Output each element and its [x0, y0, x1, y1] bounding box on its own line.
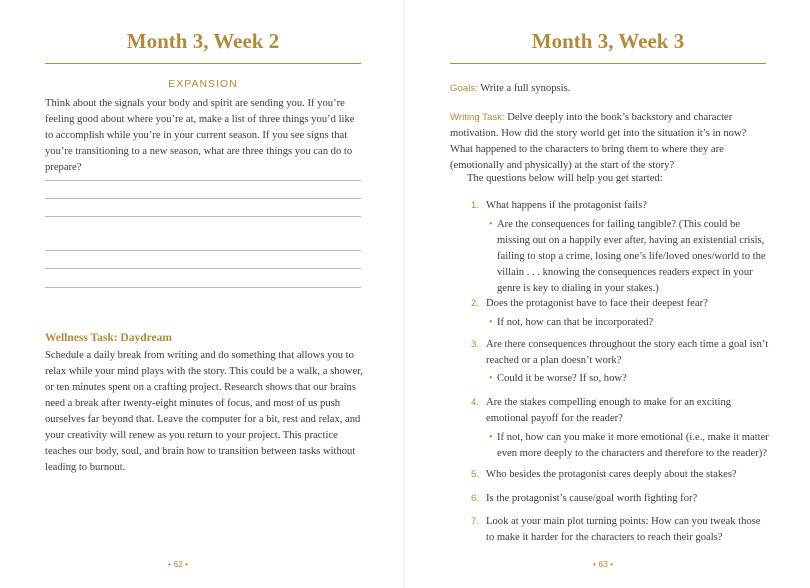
bullet-icon: •	[489, 219, 493, 230]
writing-line	[45, 287, 361, 288]
bullet-text: Could it be worse? If so, how?	[497, 373, 627, 384]
question-item	[471, 296, 771, 312]
bullet-item	[489, 371, 771, 387]
goals-paragraph	[450, 81, 770, 97]
question-item	[471, 467, 771, 483]
question-item	[471, 514, 771, 546]
question-text: What happens if the protagonist fails?	[486, 200, 647, 211]
writing-task-paragraph	[450, 110, 770, 174]
bullet-text: If not, how can you make it more emotional (i.e., make it matter even more deeply to the characters and therefore to the reader)?	[497, 432, 769, 459]
goals-text: Write a full synopsis.	[477, 83, 571, 94]
question-number: 2.	[471, 298, 480, 309]
writing-line	[45, 250, 361, 251]
question-item	[471, 198, 771, 214]
writing-line	[45, 180, 361, 181]
question-text: Look at your main plot turning points: How can you tweak those to make it harder for the characters to reach their goals?	[486, 516, 761, 543]
bullet-item	[489, 430, 771, 462]
question-item	[471, 395, 771, 427]
page-number: • 63 •	[593, 559, 614, 569]
question-number: 7.	[471, 516, 480, 527]
question-text: Are the stakes compelling enough to make for an exciting emotional payoff for the reader?	[486, 397, 732, 424]
bullet-item	[489, 315, 771, 331]
question-number: 3.	[471, 339, 480, 350]
bullet-text: If not, how can that be incorporated?	[497, 317, 654, 328]
question-text: Is the protagonist’s cause/goal worth fighting for?	[486, 493, 698, 504]
writing-line	[45, 268, 361, 269]
writing-task-label: Writing Task:	[450, 112, 505, 123]
question-item	[471, 337, 771, 369]
bullet-icon: •	[489, 373, 493, 384]
bullet-item	[489, 217, 771, 297]
wellness-heading: Wellness Task: Daydream	[45, 332, 172, 344]
wellness-body: Schedule a daily break from writing and do something that allows you to relax while your mind plays with the story. This could be a walk, a shower, or ten minutes spent on a crafting project. Research shows that our brains need a break after twenty-eight minutes of focus, and most of us push ourselves far beyond that. Leave the computer for a bit, rest and relax, and your creativity will renew as you return to your project. This practice teaches our body, soul, and brain how to transition between tasks without leading to burnout.	[45, 350, 363, 473]
questions-intro: The questions below will help you get started:	[467, 173, 663, 184]
expansion-prompt: Think about the signals your body and spirit are sending you. If you’re feeling good about where you’re at, make a list of three things you’d like to accomplish while you’re in your current season. If you see signs that you’re transitioning to a new season, what are three things you can do to prepare?	[45, 98, 355, 173]
question-number: 4.	[471, 397, 480, 408]
question-text: Does the protagonist have to face their deepest fear?	[486, 298, 708, 309]
right-page	[405, 0, 810, 588]
question-number: 1.	[471, 200, 480, 211]
bullet-icon: •	[489, 432, 493, 443]
writing-task-text: Delve deeply into the book’s backstory and character motivation. How did the story world get into the situation it’s in now? What happened to the characters to bring them to where they are (emotionally and physically) at the start of the story?	[450, 112, 747, 171]
question-text: Are there consequences throughout the story each time a goal isn’t reached or a plan doesn’t work?	[486, 339, 769, 366]
bullet-text: Are the consequences for failing tangible? (This could be missing out on a happily ever after, having an existential crisis, failing to stop a crime, losing one’s life/loved ones/world to the villain . . . knowing the consequences readers expect in your genre is key to dialing in your stakes.)	[497, 219, 766, 294]
bullet-icon: •	[489, 317, 493, 328]
page-number: • 62 •	[168, 559, 189, 569]
question-number: 5.	[471, 469, 480, 480]
writing-line	[45, 216, 361, 217]
question-text: Who besides the protagonist cares deeply about the stakes?	[486, 469, 737, 480]
section-heading: EXPANSION	[168, 78, 238, 90]
goals-label: Goals:	[450, 83, 478, 94]
question-number: 6.	[471, 493, 480, 504]
page-title: Month 3, Week 2	[126, 29, 280, 53]
title-rule	[45, 63, 361, 64]
title-rule	[450, 63, 766, 64]
writing-line	[45, 198, 361, 199]
page-title: Month 3, Week 3	[531, 29, 685, 53]
question-item	[471, 491, 771, 507]
